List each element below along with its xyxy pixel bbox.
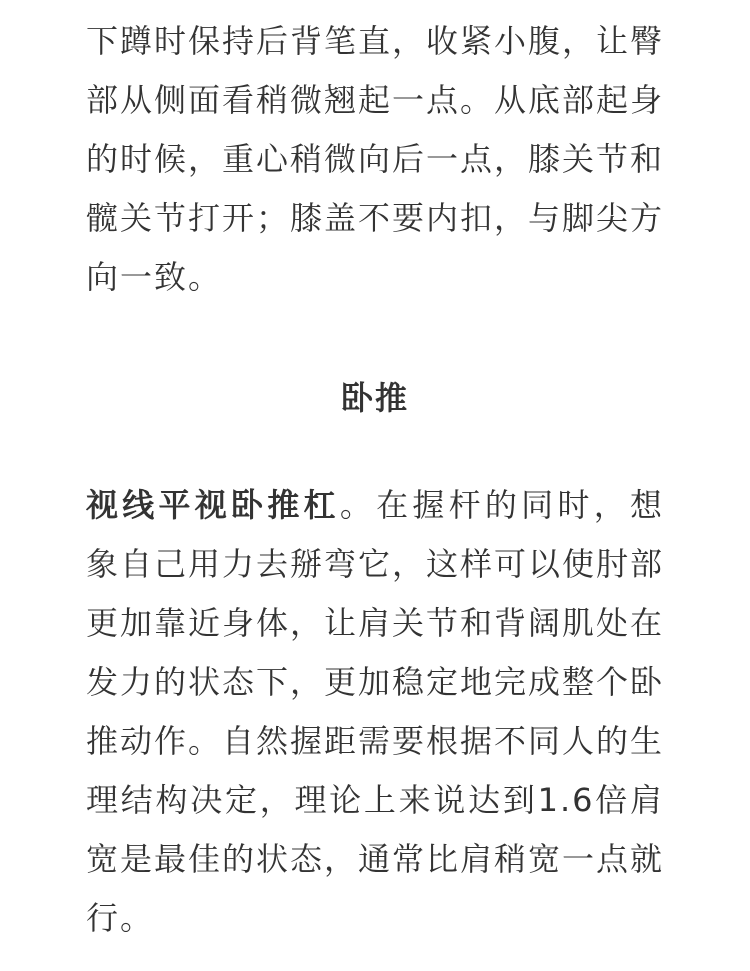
article-body [86, 0, 664, 948]
bench-press-lead-bold: 视线平视卧推杠 [86, 486, 340, 524]
squat-paragraph: 下蹲时保持后背笔直，收紧小腹，让臀部从侧面看稍微翘起一点。从底部起身的时候，重心稍微向后一点，膝关节和髋关节打开；膝盖不要内扣，与脚尖方向一致。 [86, 22, 665, 296]
bench-press-rest-text: 。在握杆的同时，想象自己用力去掰弯它，这样可以使肘部更加靠近身体，让肩关节和背阔肌处在发力的状态下，更加稳定地完成整个卧推动作。自然握距需要根据不同人的生理结构决定，理论上来说达到1.6倍肩宽是最佳的状态，通常比肩稍宽一点就行。 [86, 486, 665, 937]
bench-press-paragraph [86, 476, 664, 948]
section-title-bench-press: 卧推 [340, 379, 409, 417]
